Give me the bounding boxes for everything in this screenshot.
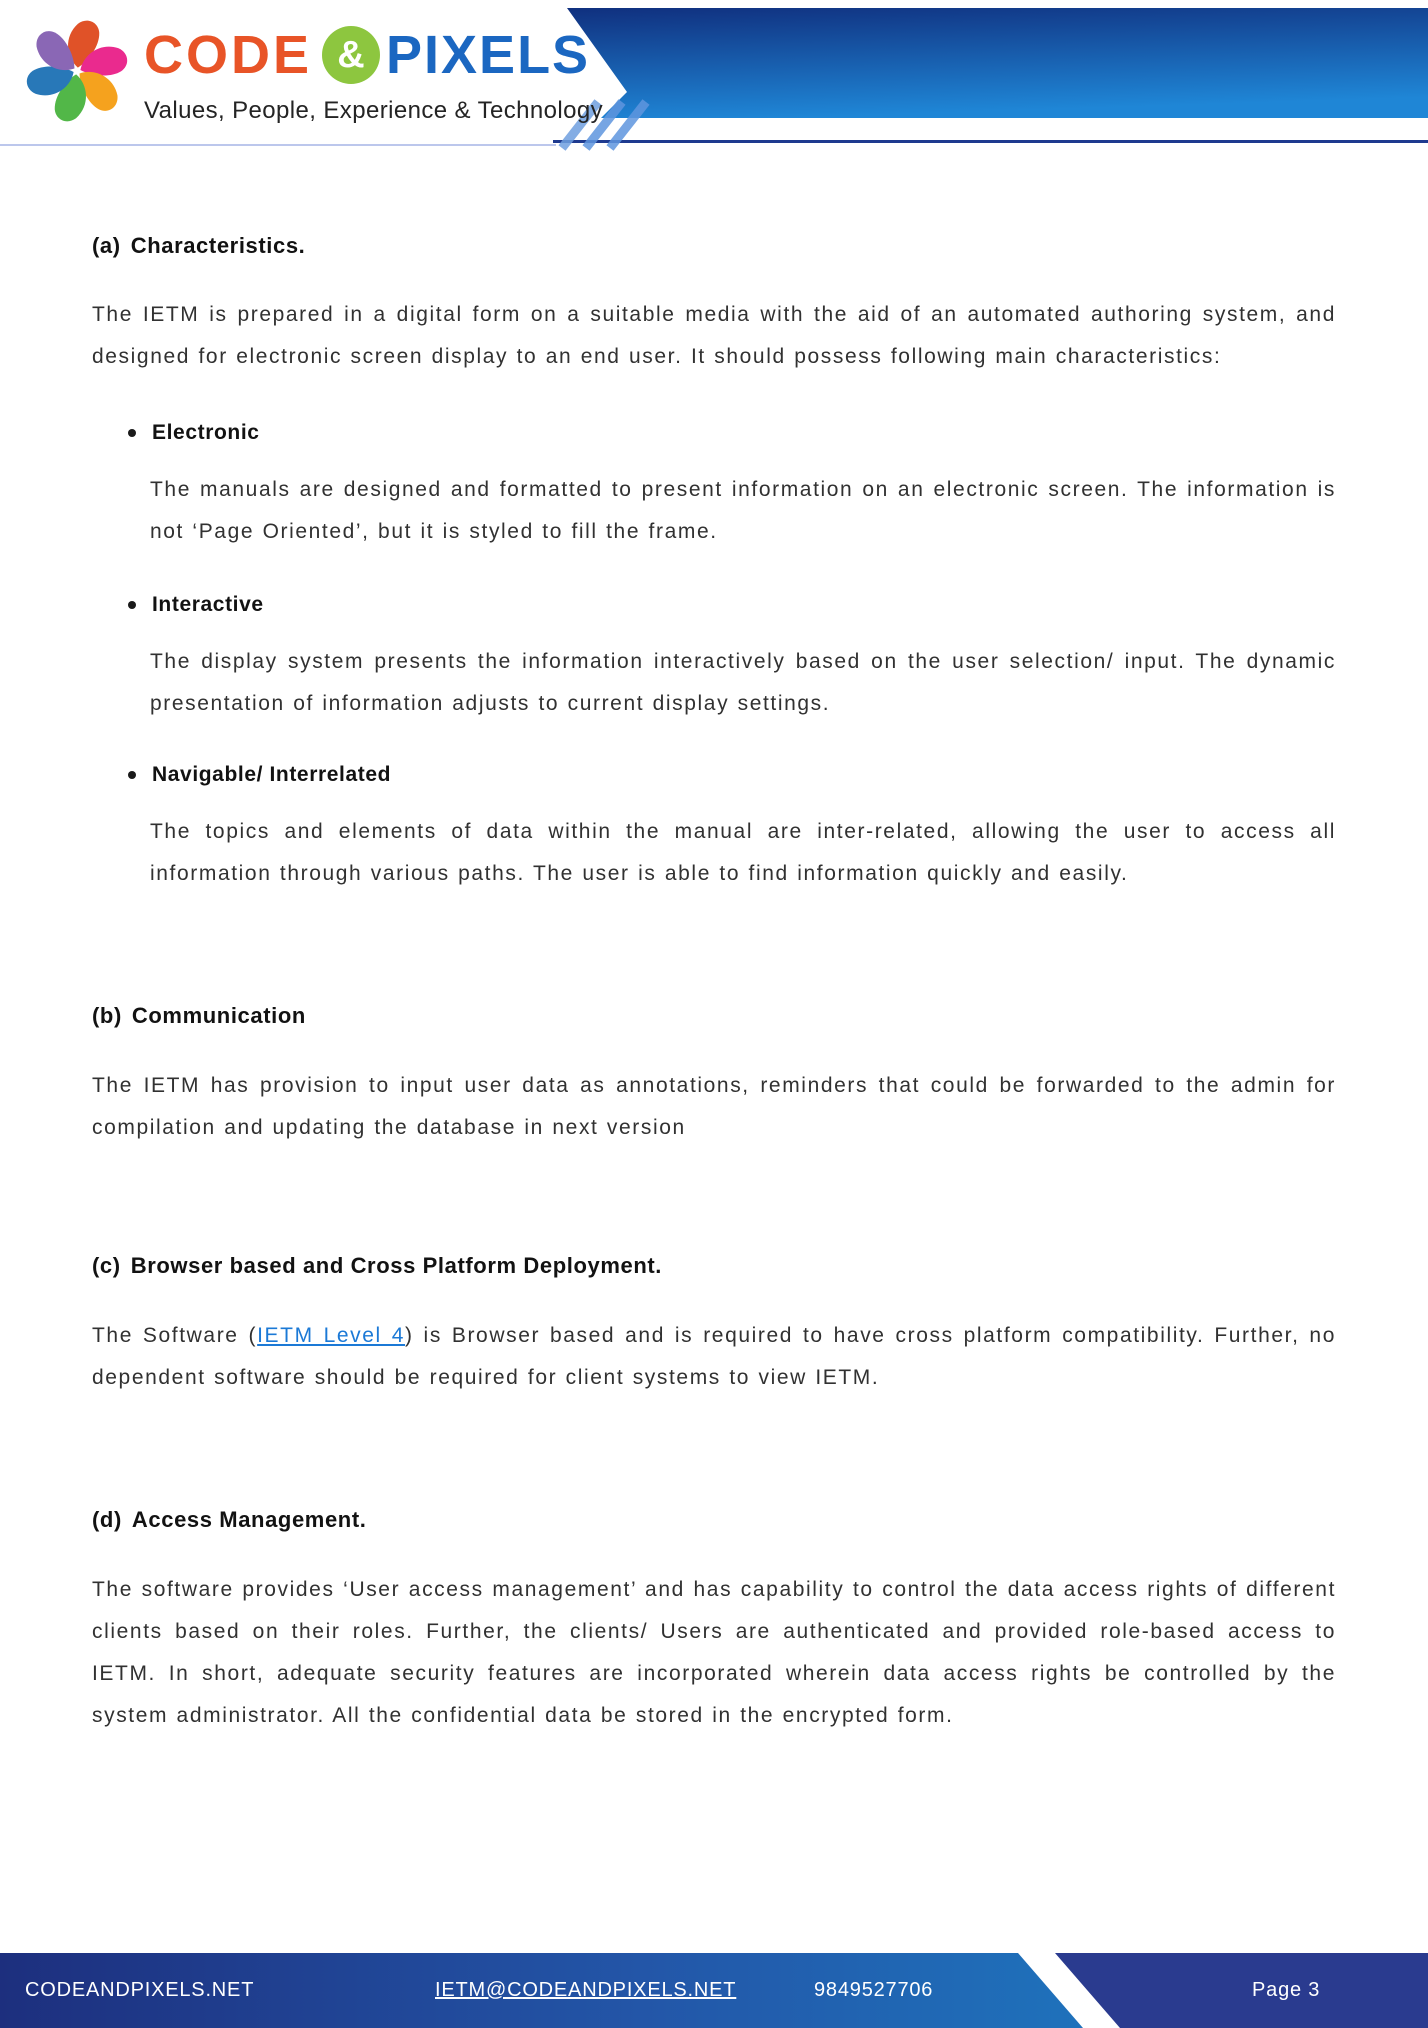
logo-ampersand: & (337, 34, 365, 76)
bullet-dot-icon (128, 771, 136, 779)
section-c-paragraph (92, 1315, 1336, 1399)
section-d-heading (92, 1505, 1336, 1535)
bullet-interactive-text: The display system presents the information interactively based on the user selection/ input. The dynamic presentation of information adjusts to current display settings. (150, 650, 1336, 715)
footer-page-number: Page 3 (1252, 1979, 1321, 2001)
section-a-paragraph: The IETM is prepared in a digital form on a suitable media with the aid of an automated authoring system, and designed for electronic screen display to an end user. It should possess following main characteristics: (92, 303, 1336, 368)
footer-website: CODEANDPIXELS.NET (25, 1979, 255, 2001)
logo-word-code: CODE (144, 25, 313, 85)
section-a-title: Characteristics. (130, 233, 306, 258)
bullet-electronic-title: Electronic (152, 421, 260, 444)
bullet-electronic (92, 418, 1336, 448)
logo-word-pixels: PIXELS (386, 25, 591, 85)
bullet-navigable-text: The topics and elements of data within the manual are inter-related, allowing the user to access all information through various paths. The user is able to find information quickly and easily. (150, 820, 1336, 885)
bullet-navigable-title: Navigable/ Interrelated (152, 763, 392, 786)
footer-email-link[interactable]: IETM@CODEANDPIXELS.NET (435, 1979, 737, 2001)
section-d-title: Access Management. (131, 1507, 367, 1532)
section-c-text-pre: The Software ( (92, 1324, 258, 1347)
section-d-label: (d) (92, 1507, 122, 1532)
section-c-title: Browser based and Cross Platform Deployment. (130, 1253, 663, 1278)
section-a-label: (a) (92, 233, 121, 258)
bullet-navigable (92, 760, 1336, 790)
footer-phone: 9849527706 (814, 1979, 934, 2001)
bullet-dot-icon (128, 601, 136, 609)
section-c-text-post: ) is Browser based and is required to have cross platform compatibility. Further, no dependent software should be required for client systems to view IETM. (92, 1324, 1336, 1389)
section-b-heading (92, 1001, 1336, 1031)
bullet-interactive-title: Interactive (152, 593, 264, 616)
section-a-heading (92, 231, 1336, 261)
section-b-paragraph: The IETM has provision to input user data as annotations, reminders that could be forwarded to the admin for compilation and updating the database in next version (92, 1074, 1336, 1139)
section-c-heading (92, 1251, 1336, 1281)
section-c-label: (c) (92, 1253, 121, 1278)
section-d-paragraph: The software provides ‘User access management’ and has capability to control the data access rights of different clients based on their roles. Further, the clients/ Users are authenticated and provided role-based access to IETM. In short, adequate security features are incorporated wherein data access rights be controlled by the system administrator. All the confidential data be stored in the encrypted form. (92, 1578, 1336, 1727)
section-b-title: Communication (131, 1003, 306, 1028)
bullet-dot-icon (128, 429, 136, 437)
bullet-electronic-text: The manuals are designed and formatted to present information on an electronic screen. The information is not ‘Page Oriented’, but it is styled to fill the frame. (150, 478, 1336, 543)
logo-tagline: Values, People, Experience & Technology (144, 97, 604, 124)
document-body (92, 0, 1336, 1737)
ietm-level-4-link[interactable]: IETM Level 4 (257, 1324, 406, 1347)
characteristics-bullet-list (92, 418, 1336, 895)
section-b-label: (b) (92, 1003, 122, 1028)
page-footer (0, 1953, 1428, 2028)
bullet-interactive (92, 590, 1336, 620)
